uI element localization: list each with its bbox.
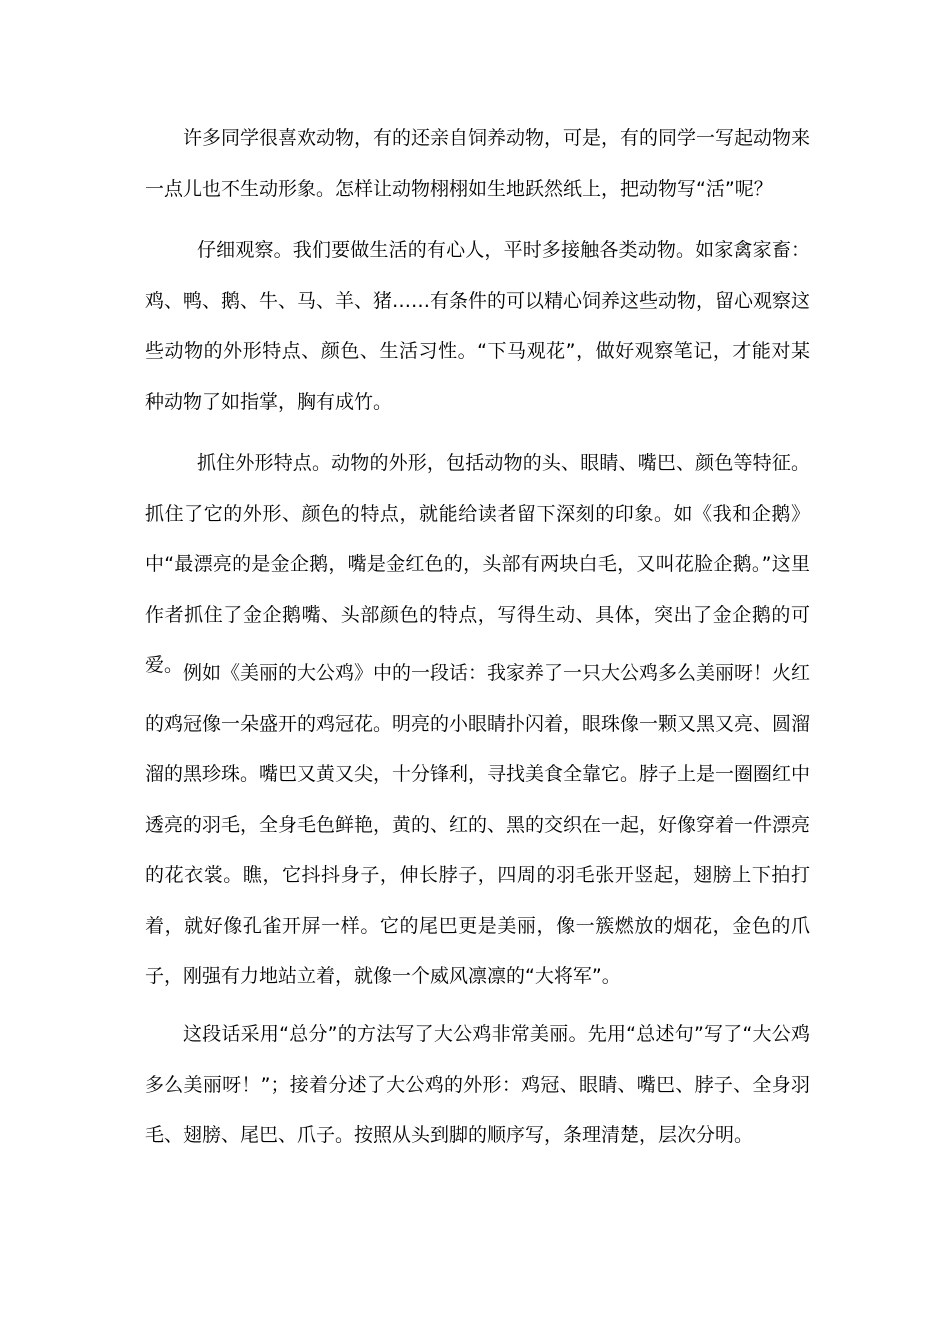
paragraph-example-rooster: 例如《美丽的大公鸡》中的一段话：我家养了一只大公鸡多么美丽呀！火红的鸡冠像一朵盛开的鸡冠花。明亮的小眼睛扑闪着，眼珠像一颗又黑又亮、圆溜溜的黑珍珠。嘴巴又黄又尖，十分锋利，寻找美食全靠它。脖子上是一圈圈红中透亮的羽毛，全身毛色鲜艳，黄的、红的、黑的交织在一起，好像穿着一件漂亮的花衣裳。瞧，它抖抖身子，伸长脖子，四周的羽毛张开竖起，翅膀上下拍打着，就好像孔雀开屏一样。它的尾巴更是美丽，像一簇燃放的烟花，金色的爪子，刚强有力地站立着，就像一个威风凛凛的“大将军”。: [145, 662, 811, 987]
paragraph-analysis: 这段话采用“总分”的方法写了大公鸡非常美丽。先用“总述句”写了“大公鸡多么美丽呀！”；接着分述了大公鸡的外形：鸡冠、眼睛、嘴巴、脖子、全身羽毛、翅膀、尾巴、爪子。按照从头到脚的顺序写，条理清楚，层次分明。: [145, 1023, 810, 1146]
paragraph-appearance: 抓住外形特点。动物的外形，包括动物的头、眼睛、嘴巴、颜色等特征。抓住了它的外形、颜色的特点，就能给读者留下深刻的印象。如《我和企鹅》中“最漂亮的是金企鹅，嘴是金红色的，头部有两块白毛，又叫花脸企鹅。”这里作者抓住了金企鹅嘴、头部颜色的特点，写得生动、具体，突出了金企鹅的可爱。: [145, 452, 810, 676]
paragraph-intro: 许多同学很喜欢动物，有的还亲自饲养动物，可是，有的同学一写起动物来一点儿也不生动形象。怎样让动物栩栩如生地跃然纸上，把动物写“活”呢？: [145, 127, 811, 200]
paragraph-observe: 仔细观察。我们要做生活的有心人，平时多接触各类动物。如家禽家畜：鸡、鸭、鹅、牛、马、羊、猪……有条件的可以精心饲养这些动物，留心观察这些动物的外形特点、颜色、生活习性。“下马观花”，做好观察笔记，才能对某种动物了如指掌，胸有成竹。: [145, 239, 811, 413]
